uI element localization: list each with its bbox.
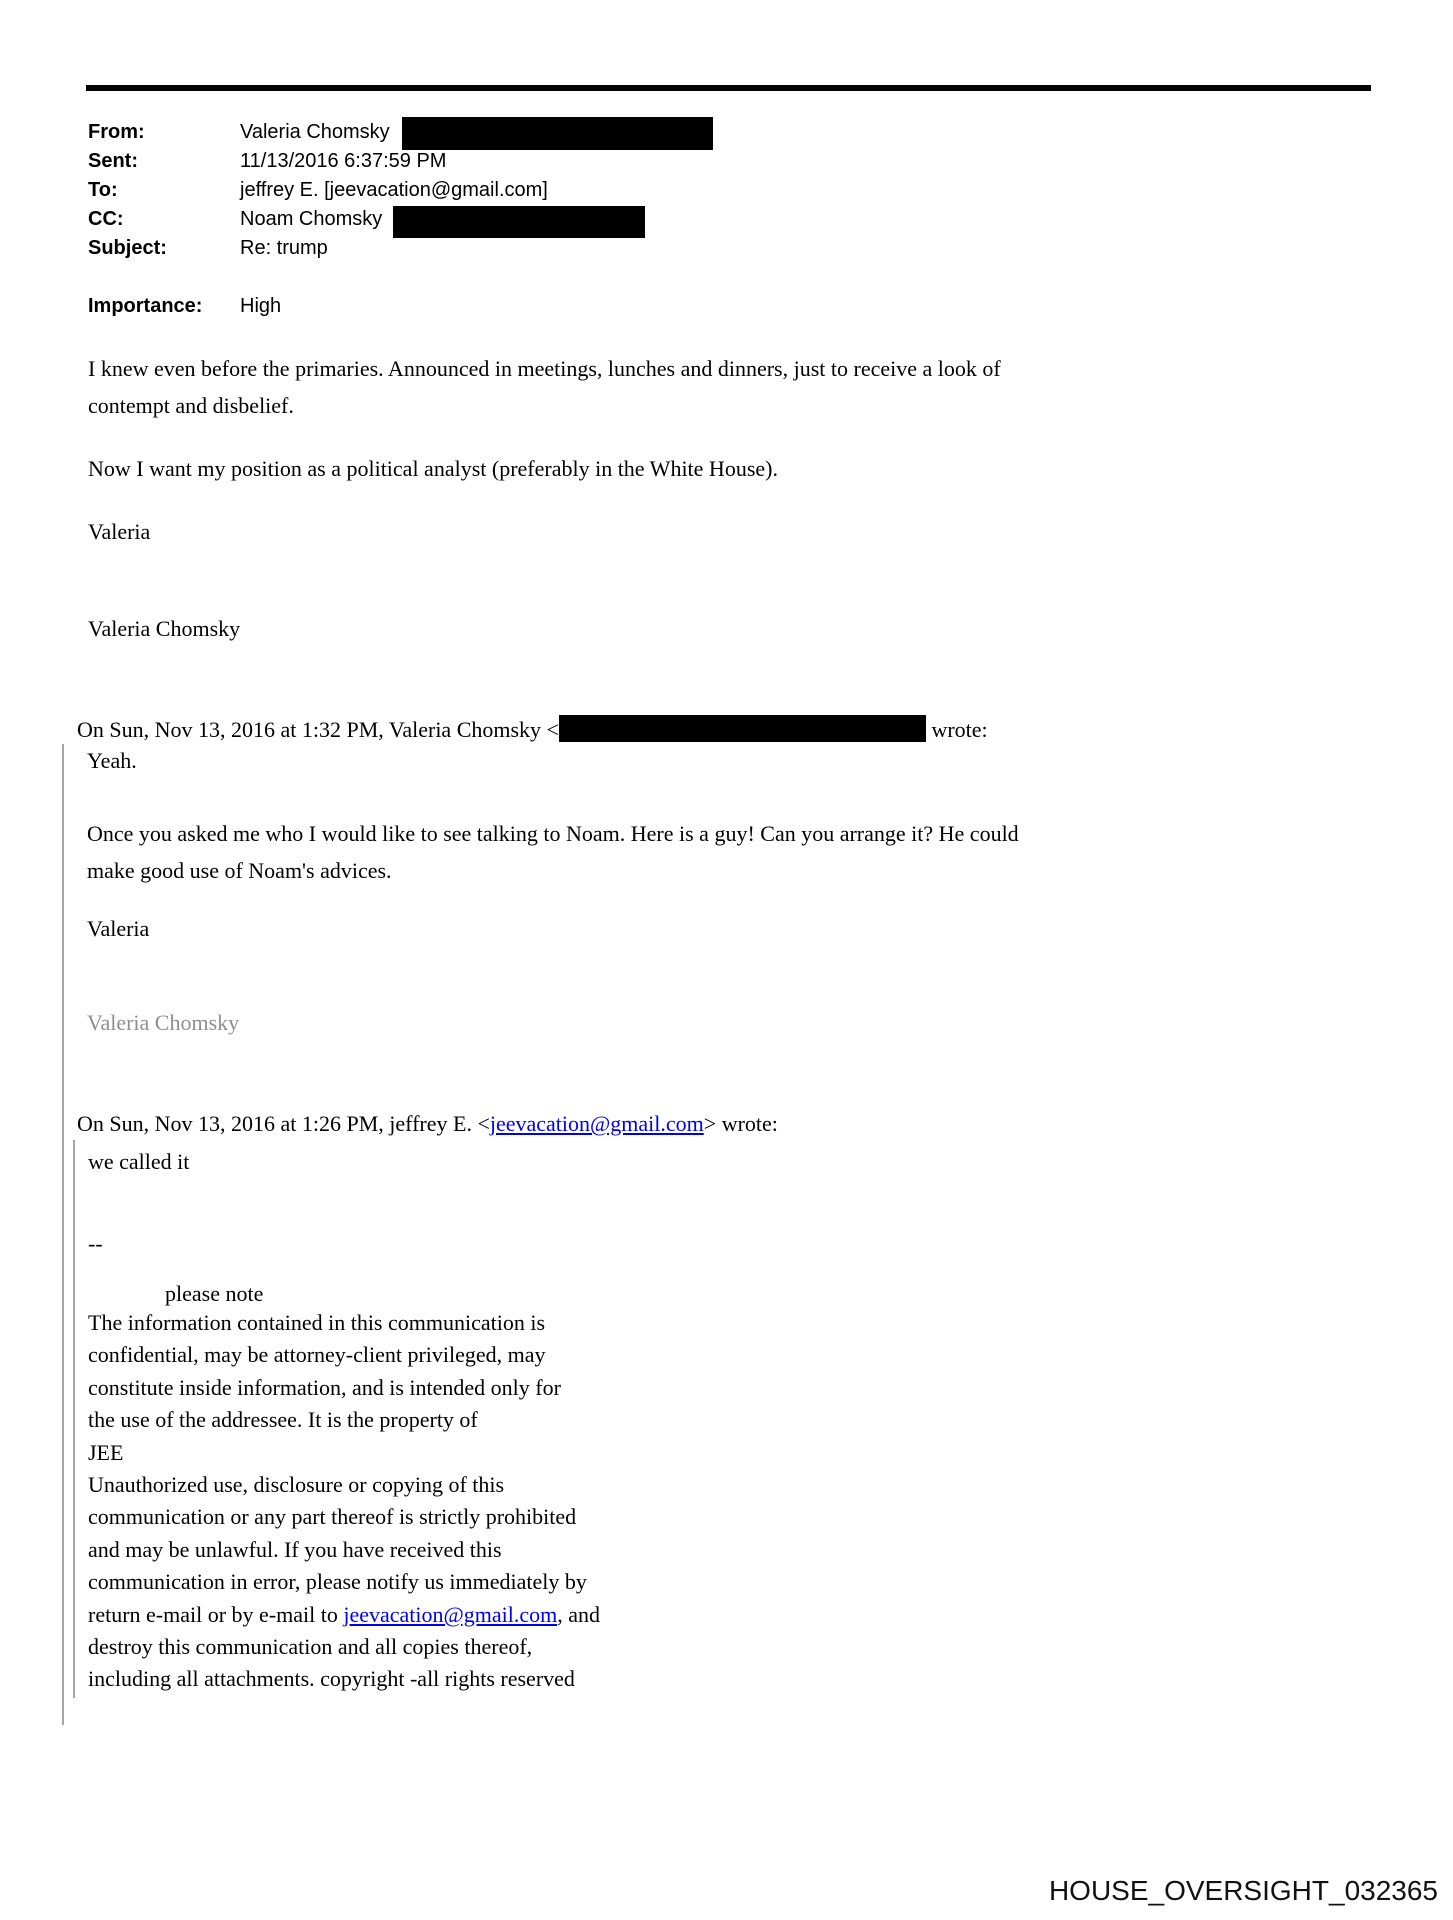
quote1-paragraph-line-1: Once you asked me who I would like to see talking to Noam. Here is a guy! Can you arrange it? He could — [87, 821, 1019, 846]
header-row-from — [88, 119, 390, 145]
importance-label: Importance: — [88, 295, 203, 317]
quote2-border-line — [73, 1140, 75, 1698]
disclaimer-line-5: JEE — [88, 1439, 124, 1465]
to-value: jeffrey E. [jeevacation@gmail.com] — [240, 179, 548, 201]
quote1-paragraph — [87, 815, 1019, 889]
disclaimer-line-6: Unauthorized use, disclosure or copying of this — [88, 1472, 505, 1498]
disclaimer-line-2: confidential, may be attorney-client privileged, may — [88, 1342, 546, 1368]
body-signature: Valeria Chomsky — [88, 616, 241, 641]
from-label: From: — [88, 121, 145, 143]
cc-label: CC: — [88, 208, 124, 230]
quote1-signoff: Valeria — [87, 916, 150, 941]
disclaimer-line-12: including all attachments. copyright -all rights reserved — [88, 1666, 575, 1692]
disclaimer-line-3: constitute inside information, and is intended only for — [88, 1374, 561, 1400]
header-row-to — [88, 177, 548, 203]
quote2-attribution-line — [77, 1105, 778, 1142]
header-row-sent — [88, 148, 446, 174]
disclaimer-line-1: The information contained in this communication is — [88, 1310, 546, 1335]
disclaimer-link-line-before: return e-mail or by e-mail to — [88, 1601, 344, 1627]
quote1-attribution-after: wrote: — [925, 717, 988, 742]
disclaimer-link-line-after: , and — [557, 1601, 601, 1627]
disclaimer-line-10 — [88, 1599, 600, 1631]
disclaimer-line-9: communication in error, please notify us immediately by — [88, 1569, 587, 1595]
bates-number: HOUSE_OVERSIGHT_032365 — [1048, 1875, 1438, 1906]
quote2-disclaimer — [88, 1307, 600, 1696]
header-row-subject — [88, 235, 328, 261]
quote2-line-we-called-it: we called it — [88, 1149, 190, 1174]
quote2-email-link[interactable]: jeevacation@gmail.com — [489, 1111, 704, 1136]
header-divider-rule — [86, 85, 1371, 91]
body-paragraph-2: Now I want my position as a political analyst (preferably in the White House). — [88, 456, 778, 481]
quote1-line-yeah: Yeah. — [87, 748, 137, 773]
disclaimer-line-4: the use of the addressee. It is the property of — [88, 1407, 478, 1433]
from-value: Valeria Chomsky — [240, 121, 390, 143]
header-row-importance — [88, 293, 281, 319]
quote1-border-line — [62, 744, 64, 1725]
disclaimer-email-link[interactable]: jeevacation@gmail.com — [343, 1601, 558, 1627]
quote1-attribution-before: On Sun, Nov 13, 2016 at 1:32 PM, Valeria Chomsky < — [77, 717, 559, 742]
quote2-signature-separator: -- — [88, 1231, 103, 1256]
redaction-bar-cc-address — [393, 206, 645, 238]
quote2-please-note: please note — [165, 1281, 264, 1306]
quote1-attribution-line — [77, 711, 988, 748]
body-signoff: Valeria — [88, 519, 151, 544]
header-row-cc — [88, 206, 382, 232]
quote2-attribution-before: On Sun, Nov 13, 2016 at 1:26 PM, jeffrey E. < — [77, 1111, 490, 1136]
disclaimer-line-7: communication or any part thereof is strictly prohibited — [88, 1504, 577, 1530]
cc-value: Noam Chomsky — [240, 208, 383, 230]
subject-value: Re: trump — [240, 237, 328, 259]
subject-label: Subject: — [88, 237, 167, 259]
quote1-paragraph-line-2: make good use of Noam's advices. — [87, 858, 392, 883]
importance-value: High — [240, 295, 282, 317]
sent-value: 11/13/2016 6:37:59 PM — [240, 150, 447, 172]
quote1-signature-muted: Valeria Chomsky — [87, 1010, 240, 1035]
body-paragraph-1-line-2: contempt and disbelief. — [88, 393, 294, 418]
sent-label: Sent: — [88, 150, 138, 172]
to-label: To: — [88, 179, 118, 201]
disclaimer-line-11: destroy this communication and all copies thereof, — [88, 1634, 533, 1660]
quote2-attribution-after: > wrote: — [703, 1111, 778, 1136]
body-paragraph-1 — [88, 350, 1001, 424]
redaction-bar-quote-address — [559, 715, 926, 742]
body-paragraph-1-line-1: I knew even before the primaries. Announced in meetings, lunches and dinners, just to receive a look of — [88, 356, 1001, 381]
redaction-bar-from-address — [402, 117, 713, 150]
disclaimer-line-8: and may be unlawful. If you have received this — [88, 1536, 502, 1562]
